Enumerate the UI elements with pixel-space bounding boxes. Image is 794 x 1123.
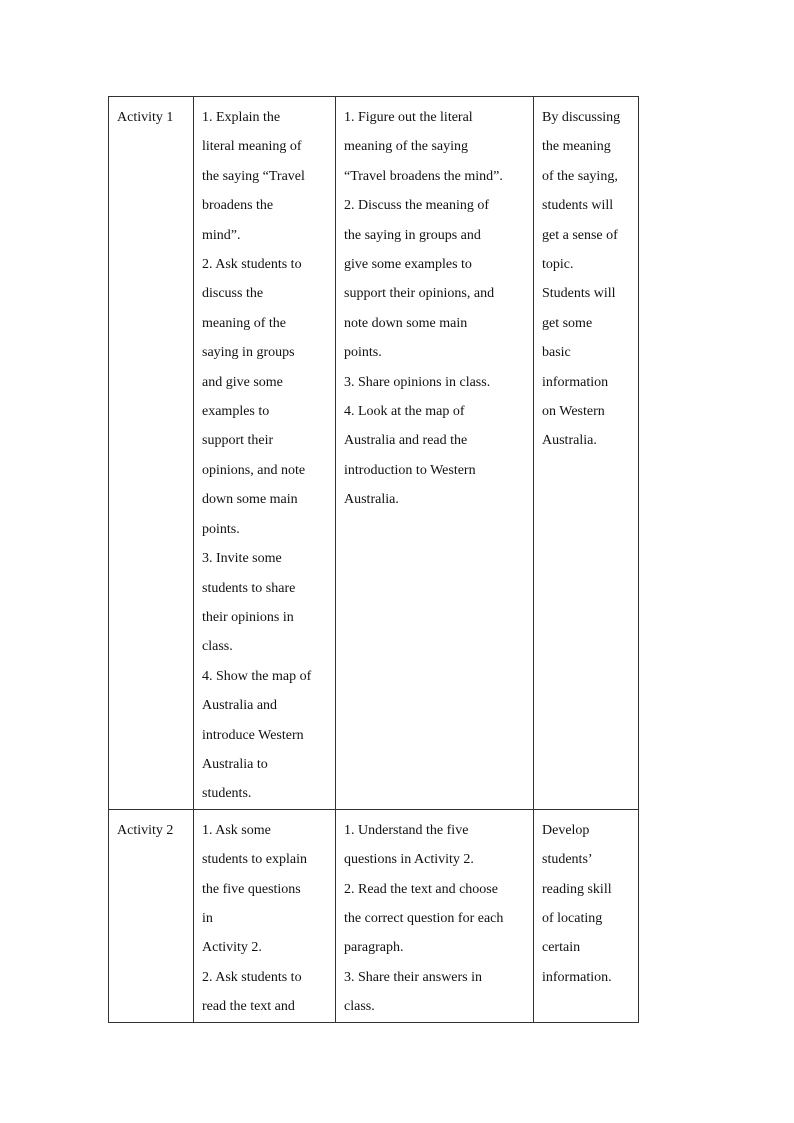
cell-text-line: their opinions in: [202, 609, 294, 625]
cell-text-line: mind”.: [202, 227, 241, 243]
cell-text-line: certain: [542, 940, 581, 956]
cell-text-line: examples to: [202, 404, 270, 420]
activity-purpose-cell: [534, 809, 639, 1022]
cell-text-line: and give some: [202, 374, 283, 390]
cell-text-line: read the text and: [202, 999, 295, 1015]
cell-text-line: points.: [344, 345, 382, 361]
cell-text-line: of locating: [542, 910, 603, 926]
cell-text-line: points.: [202, 521, 240, 537]
cell-text-line: Students will: [542, 286, 616, 302]
activity-label: Activity 2: [117, 822, 174, 838]
cell-text-line: support their opinions, and: [344, 286, 495, 302]
cell-text-line: 2. Ask students to: [202, 969, 302, 985]
cell-text-line: topic.: [542, 257, 574, 273]
activity-label-cell: [109, 809, 194, 1022]
teacher-activity-cell: [194, 97, 336, 810]
cell-text-line: in: [202, 910, 213, 926]
cell-text-line: questions in Activity 2.: [344, 852, 474, 868]
cell-text-line: students.: [202, 786, 252, 802]
cell-text-line: the five questions: [202, 881, 301, 897]
cell-text-line: “Travel broadens the mind”.: [344, 168, 503, 184]
cell-text-line: reading skill: [542, 881, 612, 897]
cell-text-line: Australia and: [202, 698, 278, 714]
cell-text-line: broadens the: [202, 198, 274, 214]
cell-text-line: 1. Ask some: [202, 822, 271, 838]
cell-text-line: 2. Read the text and choose: [344, 881, 498, 897]
cell-text-line: Develop: [542, 822, 590, 838]
activity-purpose-cell: [534, 97, 639, 810]
cell-text-line: of the saying,: [542, 168, 618, 184]
cell-text-line: 3. Share their answers in: [344, 969, 483, 985]
cell-text-line: 1. Explain the: [202, 110, 281, 125]
cell-text-line: introduction to Western: [344, 462, 476, 478]
cell-text-line: get some: [542, 315, 593, 331]
cell-text-line: down some main: [202, 492, 298, 508]
activity-label-cell: [109, 97, 194, 810]
cell-text-line: Australia.: [344, 492, 399, 508]
cell-text-line: students will: [542, 198, 614, 214]
cell-text-line: note down some main: [344, 315, 468, 331]
cell-text-line: discuss the: [202, 286, 264, 302]
cell-text-line: introduce Western: [202, 727, 304, 743]
cell-text-line: class.: [202, 639, 233, 655]
cell-text-line: students’: [542, 852, 593, 868]
student-activity-cell: [336, 97, 534, 810]
cell-text-line: information.: [542, 969, 612, 985]
cell-text-line: students to share: [202, 580, 296, 596]
activity-label: Activity 1: [117, 110, 174, 125]
cell-text-line: 2. Discuss the meaning of: [344, 198, 490, 214]
cell-text-line: 1. Figure out the literal: [344, 110, 473, 125]
cell-text-line: on Western: [542, 404, 605, 420]
table-row: [109, 809, 639, 1022]
lesson-plan-table: [108, 96, 639, 1023]
cell-text-line: Australia to: [202, 756, 268, 772]
cell-text-line: students to explain: [202, 852, 307, 868]
cell-text-line: Australia.: [542, 433, 597, 449]
cell-text-line: meaning of the: [202, 315, 286, 331]
cell-text-line: saying in groups: [202, 345, 295, 361]
cell-text-line: 3. Share opinions in class.: [344, 374, 491, 390]
student-activity-cell: [336, 809, 534, 1022]
cell-text-line: paragraph.: [344, 940, 404, 956]
cell-text-line: the saying in groups and: [344, 227, 481, 243]
cell-text-line: Activity 2.: [202, 940, 262, 956]
cell-text-line: 4. Look at the map of: [344, 404, 465, 420]
cell-text-line: the saying “Travel: [202, 168, 305, 184]
cell-text-line: 2. Ask students to: [202, 257, 302, 273]
cell-text-line: get a sense of: [542, 227, 618, 243]
lesson-plan-body: [109, 97, 639, 1023]
cell-text-line: the correct question for each: [344, 910, 504, 926]
cell-text-line: literal meaning of: [202, 139, 302, 155]
table-row: [109, 97, 639, 810]
cell-text-line: Australia and read the: [344, 433, 468, 449]
cell-text-line: By discussing: [542, 110, 621, 125]
cell-text-line: give some examples to: [344, 257, 472, 273]
cell-text-line: class.: [344, 999, 375, 1015]
cell-text-line: 4. Show the map of: [202, 668, 312, 684]
teacher-activity-cell: [194, 809, 336, 1022]
cell-text-line: information: [542, 374, 609, 390]
cell-text-line: basic: [542, 345, 571, 361]
cell-text-line: support their: [202, 433, 274, 449]
cell-text-line: 3. Invite some: [202, 551, 282, 567]
cell-text-line: meaning of the saying: [344, 139, 469, 155]
cell-text-line: 1. Understand the five: [344, 822, 469, 838]
cell-text-line: opinions, and note: [202, 462, 306, 478]
cell-text-line: the meaning: [542, 139, 611, 155]
